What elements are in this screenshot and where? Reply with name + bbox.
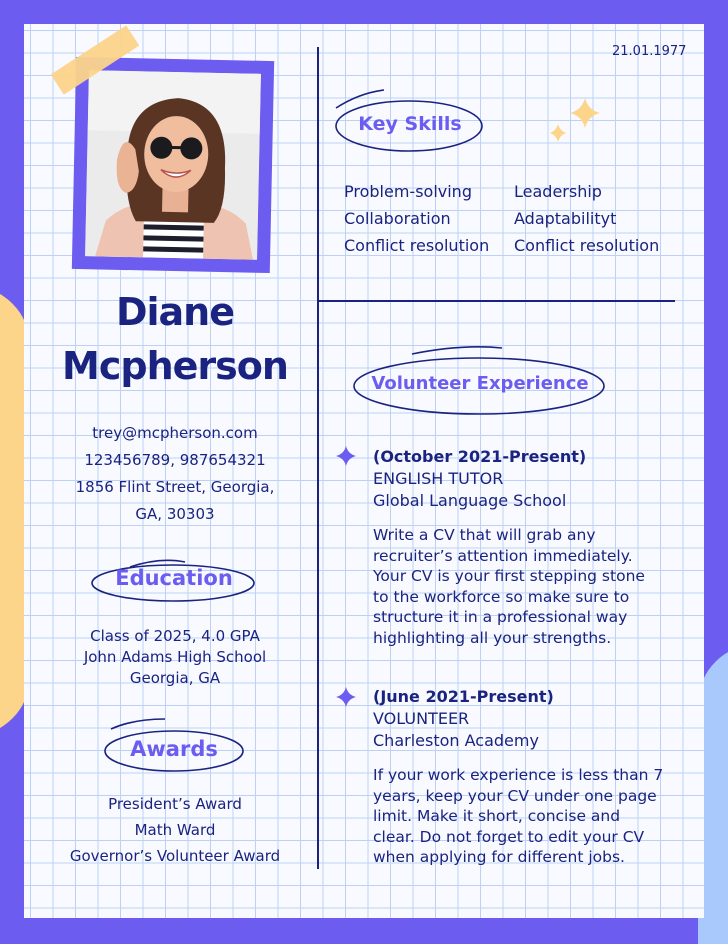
entry-description-line: when applying for different jobs.	[373, 848, 625, 866]
entry-description-line: limit. Make it short, concise and	[373, 807, 621, 825]
first-name: Diane	[115, 290, 235, 334]
skill-item: Adaptabilityt	[514, 209, 617, 228]
award-item: President’s Award	[108, 795, 242, 813]
contact-address-line1: 1856 Flint Street, Georgia,	[75, 478, 275, 496]
contact-address-line2: GA, 30303	[135, 505, 215, 523]
skill-item: Conflict resolution	[514, 236, 660, 255]
entry-description	[373, 525, 673, 648]
entry-period: (October 2021-Present)	[373, 447, 587, 466]
education-line: Georgia, GA	[129, 669, 221, 687]
entry-description-line: clear. Do not forget to edit your CV	[373, 827, 645, 846]
horizontal-divider	[318, 300, 675, 302]
photo-frame	[72, 57, 274, 273]
date: 21.01.1977	[612, 44, 687, 59]
entry-org: Charleston Academy	[373, 731, 539, 750]
education-line: John Adams High School	[83, 648, 267, 666]
profile-photo	[85, 70, 261, 260]
entry-description-line: highlighting all your strengths.	[373, 628, 612, 647]
entry-description-line: structure it in a professional way	[373, 608, 628, 626]
vertical-divider	[317, 47, 319, 869]
entry-description-line: recruiter’s attention immediately.	[373, 546, 633, 565]
entry-role: VOLUNTEER	[373, 709, 470, 728]
entry-description-line: Write a CV that will grab any	[373, 526, 596, 544]
skill-item: Leadership	[514, 182, 602, 201]
skill-item: Collaboration	[344, 209, 451, 228]
contact-phones: 123456789, 987654321	[84, 451, 266, 469]
entry-description-line: to the workforce so make sure to	[373, 587, 630, 606]
entry-org: Global Language School	[373, 491, 567, 510]
volunteer-title: Volunteer Experience	[371, 373, 589, 394]
star-bullet-icon	[336, 687, 356, 707]
award-item: Governor’s Volunteer Award	[69, 847, 281, 865]
education-line: Class of 2025, 4.0 GPA	[90, 627, 260, 645]
entry-description	[373, 765, 693, 868]
sparkle-icon	[548, 96, 604, 144]
education-title: Education	[115, 566, 233, 590]
last-name: Mcpherson	[62, 344, 288, 388]
skill-item: Conflict resolution	[344, 236, 490, 255]
entry-period: (June 2021-Present)	[373, 687, 554, 706]
entry-description-line: Your CV is your first stepping stone	[373, 567, 645, 585]
award-item: Math Ward	[134, 821, 216, 839]
awards-title: Awards	[130, 737, 218, 761]
contact-email: trey@mcpherson.com	[92, 424, 258, 442]
entry-description-line: If your work experience is less than 7	[373, 766, 664, 784]
skill-item: Problem-solving	[344, 182, 472, 201]
star-bullet-icon	[336, 446, 356, 466]
entry-role: ENGLISH TUTOR	[373, 469, 504, 488]
entry-description-line: years, keep your CV under one page	[373, 786, 657, 805]
skills-title: Key Skills	[358, 113, 462, 135]
